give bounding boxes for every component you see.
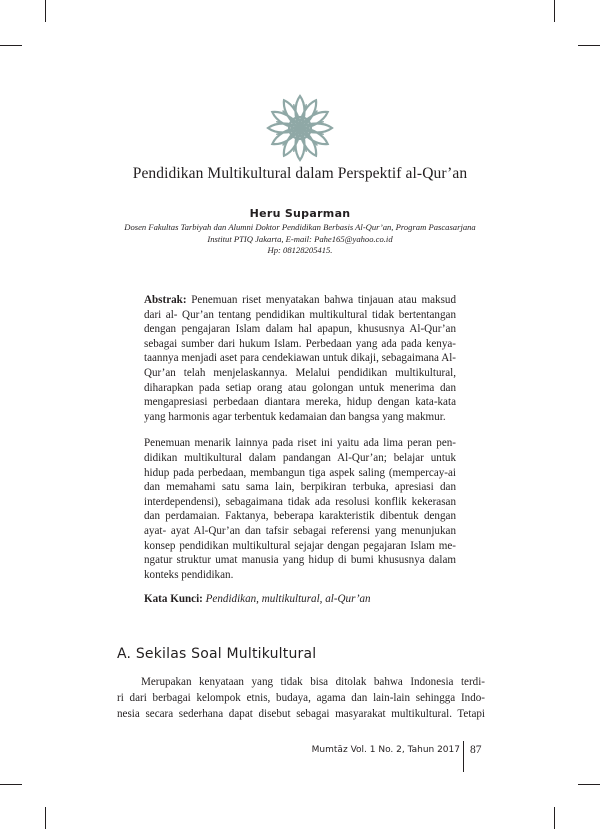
page-number: 87: [470, 744, 482, 756]
footer-divider: [463, 741, 464, 772]
author-name: Heru Suparman: [249, 207, 351, 220]
journal-issue: Vol. 1 No. 2, Tahun 2017: [350, 745, 460, 755]
crop-mark: [578, 45, 600, 46]
affiliation-email-line: Institut PTIQ Jakarta, E-mail: Pahe165@yahoo.co.id: [207, 233, 393, 244]
crop-mark: [554, 0, 555, 22]
crop-mark: [578, 784, 600, 785]
keywords-label: Kata Kunci:: [144, 593, 203, 606]
crop-mark: [554, 807, 555, 829]
body-line: Merupakan kenyataan yang tidak bisa ditolak bahwa Indonesia terdi-: [141, 676, 485, 688]
abstract: [144, 293, 456, 607]
crop-mark: [0, 45, 22, 46]
journal-footer: [300, 745, 460, 755]
ornament-icon: [264, 92, 336, 164]
article-title: Pendidikan Multikultural dalam Perspektif al-Qur’an: [132, 165, 468, 182]
keywords-text: Pendidikan, multikultural, al-Qur’an: [205, 593, 371, 606]
section-heading: A. Sekilas Soal Multikultural: [117, 646, 317, 662]
abstract-paragraph-1: [144, 293, 456, 424]
author-affiliation: [60, 222, 540, 257]
abstract-paragraph-2: Penemuan menarik lainnya pada riset ini yaitu ada lima peran pen-didikan multikultural dalam pandangan Al-Qur’an; belajar untuk hidup pada perbedaan, membangun tiga aspek saling (mempercay-ai dan memahami satu sama lain, berpikiran terbuka, apresiasi dan interdependensi), sebagaimana tidak ada resolusi konflik kekerasan dan perdamaian. Faktanya, beberapa karakteristik dibentuk dengan ayat- ayat Al-Qur’an dan tafsir sebagai referensi yang menunjukan konsep pendidikan multikultural sejajar dengan pegajaran Islam me-ngatur struktur umat manusia yang hidup di bumi khususnya dalam konteks pendidikan.: [144, 437, 456, 581]
body-line: ri dari berbagai kelompok etnis, budaya, agama dan lain-lain sehingga Indo-: [117, 692, 485, 704]
crop-mark: [0, 784, 22, 785]
abstract-text-1: Penemuan riset menyatakan bahwa tinjauan atau maksud dari al- Qur’an tentang pendidikan multikultural tidak bertentangan dengan pengajaran Islam dalam hal apapun, khususnya Al-Qur’an sebagai sumber dari hukum Islam. Perbedaan yang ada pada kenya-taannya menjadi aset para cendekiawan untuk dikaji, sebagaimana Al-Qur’an telah menjelaskannya. Melalui pendidikan multikultural, diharapkan pada setiap orang atau golongan untuk menerima dan mengapresiasi perbedaan diantara mereka, hidup dengan kata-kata yang harmonis agar terbentuk kedamaian dan bangsa yang makmur.: [144, 294, 456, 423]
affiliation-line: Dosen Fakultas Tarbiyah dan Alumni Doktor Pendidikan Berbasis Al-Qur’an, Program Pascasarjana: [124, 222, 476, 232]
affiliation-phone-line: Hp: 08128205415.: [267, 245, 333, 256]
section-body: [117, 674, 485, 722]
keywords: [144, 592, 456, 607]
crop-mark: [45, 807, 46, 829]
body-line: nesia secara sederhana dapat disebut sebagai masyarakat multikultural. Tetapi: [117, 708, 485, 720]
crop-mark: [45, 0, 46, 22]
journal-name: Mumtāz: [311, 745, 348, 755]
abstract-label: Abstrak:: [144, 294, 187, 306]
